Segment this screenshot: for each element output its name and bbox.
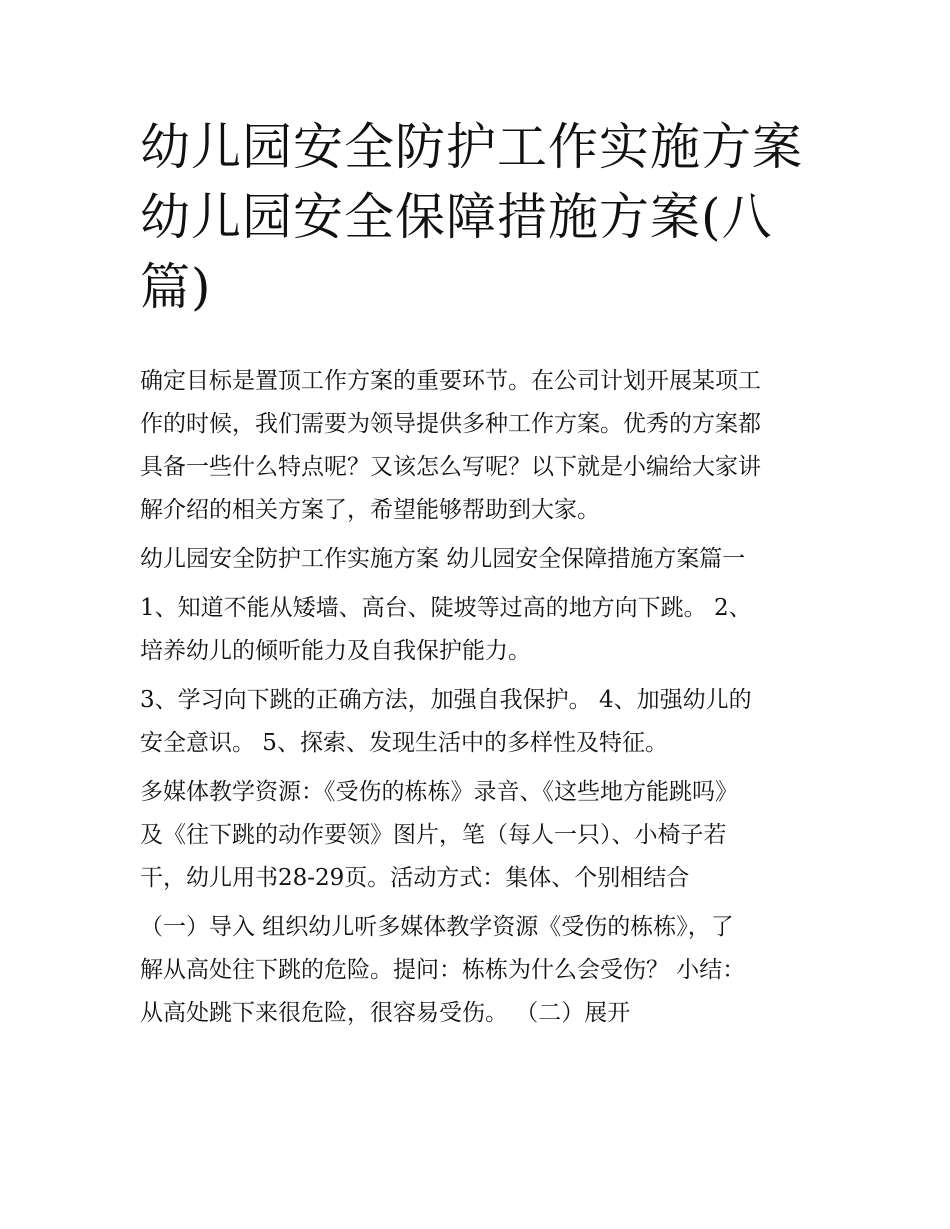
text-line: 作的时候，我们需要为领导提供多种工作方案。优秀的方案都: [140, 411, 761, 437]
goals-paragraph-2: [140, 679, 820, 765]
title-line: 幼儿园安全保障措施方案(八: [140, 188, 773, 246]
process-paragraph: [140, 906, 820, 1035]
materials-paragraph: [140, 771, 820, 900]
text-line: 幼儿园安全防护工作实施方案 幼儿园安全保障措施方案篇一: [140, 546, 746, 572]
title-line: 篇): [140, 258, 212, 316]
title-line: 幼儿园安全防护工作实施方案: [140, 118, 803, 176]
document-body: [140, 360, 820, 1035]
text-line: 干，幼儿用书28-29页。活动方式：集体、个别相结合: [140, 865, 690, 891]
text-line: （一）导入 组织幼儿听多媒体教学资源《受伤的栋栋》，了: [140, 914, 734, 940]
text-line: 多媒体教学资源：《受伤的栋栋》录音、《这些地方能跳吗》: [140, 779, 738, 805]
document-title: [140, 112, 820, 322]
text-line: 解从高处往下跳的危险。提问：栋栋为什么会受伤？ 小结：: [140, 957, 746, 983]
text-line: 安全意识。 5、探索、发现生活中的多样性及特征。: [140, 730, 668, 756]
goals-paragraph-1: [140, 587, 820, 673]
text-line: 具备一些什么特点呢？又该怎么写呢？以下就是小编给大家讲: [140, 454, 761, 480]
text-line: 确定目标是置顶工作方案的重要环节。在公司计划开展某项工: [140, 368, 761, 394]
text-line: 解介绍的相关方案了，希望能够帮助到大家。: [140, 497, 600, 523]
text-line: 培养幼儿的倾听能力及自我保护能力。: [140, 638, 531, 664]
text-line: 从高处跳下来很危险，很容易受伤。 （二）展开: [140, 1000, 631, 1026]
section-heading-paragraph: [140, 538, 820, 581]
text-line: 1、知道不能从矮墙、高台、陡坡等过高的地方向下跳。 2、: [140, 595, 752, 621]
intro-paragraph: [140, 360, 820, 532]
text-line: 及《往下跳的动作要领》图片，笔（每人一只）、小椅子若: [140, 822, 727, 848]
text-line: 3、学习向下跳的正确方法，加强自我保护。 4、加强幼儿的: [140, 687, 752, 713]
